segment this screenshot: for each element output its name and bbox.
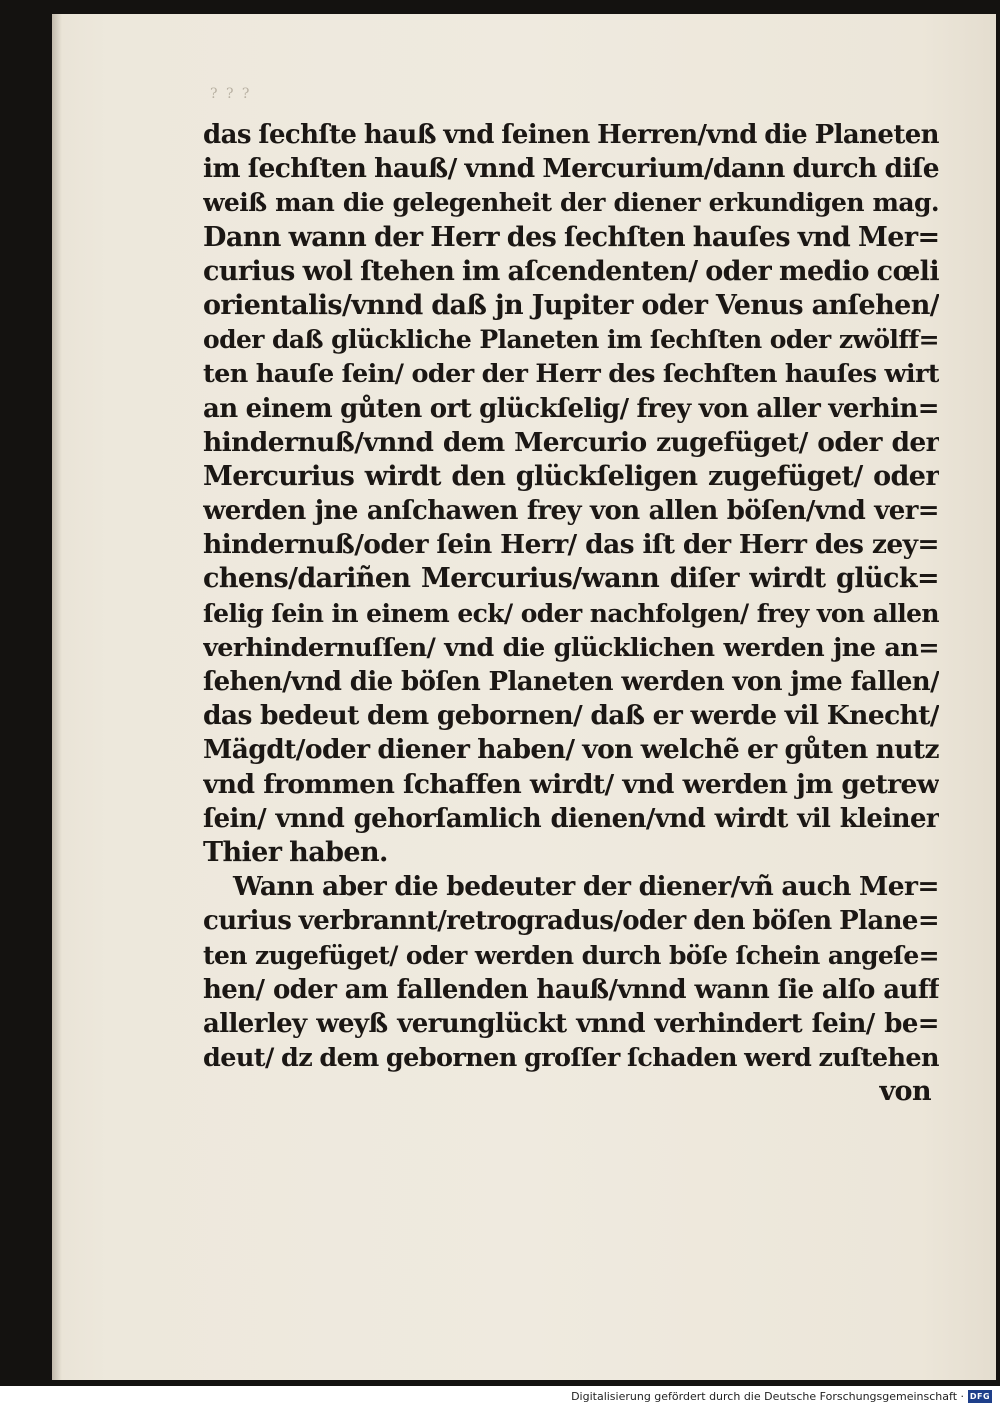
catchword: von — [879, 1076, 931, 1108]
text-line: Mercurius wirdt den glückſeligen zugefüget/ oder — [203, 460, 939, 492]
text-line: ten zugefüget/ oder werden durch böſe ſchein angeſe= — [203, 940, 939, 970]
text-line: an einem gůten ort glückſelig/ frey von aller verhin= — [203, 393, 939, 424]
text-line: Wann aber die bedeuter der diener/vñ auch Mer= — [233, 871, 939, 903]
text-line: werden jne anſchawen frey von allen böſen/vnd ver= — [203, 496, 939, 527]
text-line: hindernuß/vnnd dem Mercurio zugefüget/ oder der — [203, 426, 939, 458]
text-line: das ſechſte hauß vnd ſeinen Herren/vnd die Planeten — [203, 120, 939, 150]
text-line: orientalis/vnnd daß jn Jupiter oder Venus anſehen/ — [203, 289, 939, 321]
page-gutter-shadow — [52, 14, 62, 1380]
text-line: hindernuß/oder ſein Herr/ das iſt der Herr des zey= — [203, 529, 939, 561]
text-line: Dann wann der Herr des ſechſten hauſes vnd Mer= — [203, 221, 939, 253]
text-line: ſelig ſein in einem eck/ oder nachfolgen/ frey von allen — [203, 598, 939, 628]
text-line: deut/ dz dem gebornen groſſer ſchaden werd zuſtehen — [203, 1043, 939, 1074]
text-line: verhindernuſſen/ vnd die glücklichen werden jne an= — [203, 632, 939, 663]
dfg-logo: DFG — [969, 1392, 991, 1401]
text-line: oder daß glückliche Planeten im ſechſten oder zwölff= — [203, 325, 939, 355]
text-line: curius wol ſtehen im aſcendenten/ oder medio cœli — [203, 255, 939, 287]
text-line: im ſechſten hauß/ vnnd Mercurium/dann durch diſe — [203, 153, 939, 185]
text-line: hen/ oder am fallenden hauß/vnnd wann ſie alſo auff — [203, 974, 939, 1005]
text-line: ſehen/vnd die böſen Planeten werden von jme fallen/ — [203, 667, 939, 697]
text-line: das bedeut dem gebornen/ daß er werde vil Knecht/ — [203, 700, 939, 732]
text-line: allerley weyß verunglückt vnnd verhindert ſein/ be= — [203, 1008, 939, 1039]
text-line: ten hauſe ſein/ oder der Herr des ſechſten hauſes wirt — [203, 359, 939, 390]
text-line: curius verbrannt/retrogradus/oder den böſen Plane= — [203, 906, 939, 937]
text-line: chens/dariñen Mercurius/wann diſer wirdt glück= — [203, 563, 939, 595]
text-line: Thier haben. — [203, 836, 388, 868]
text-line: vnd frommen ſchaffen wirdt/ vnd werden jm getrew — [203, 768, 939, 800]
text-line: weiß man die gelegenheit der diener erkundigen mag. — [203, 188, 939, 218]
text-line: ſein/ vnnd gehorſamlich dienen/vnd wirdt vil kleiner — [203, 803, 939, 834]
digitization-credit: Digitalisierung gefördert durch die Deutsche Forschungsgemeinschaft · — [571, 1390, 964, 1403]
page-text-block — [203, 118, 939, 1109]
text-line: Mägdt/oder diener haben/ von welchẽ er gůten nutz — [203, 734, 939, 766]
page-header-mark: ? ? ? — [210, 86, 252, 102]
